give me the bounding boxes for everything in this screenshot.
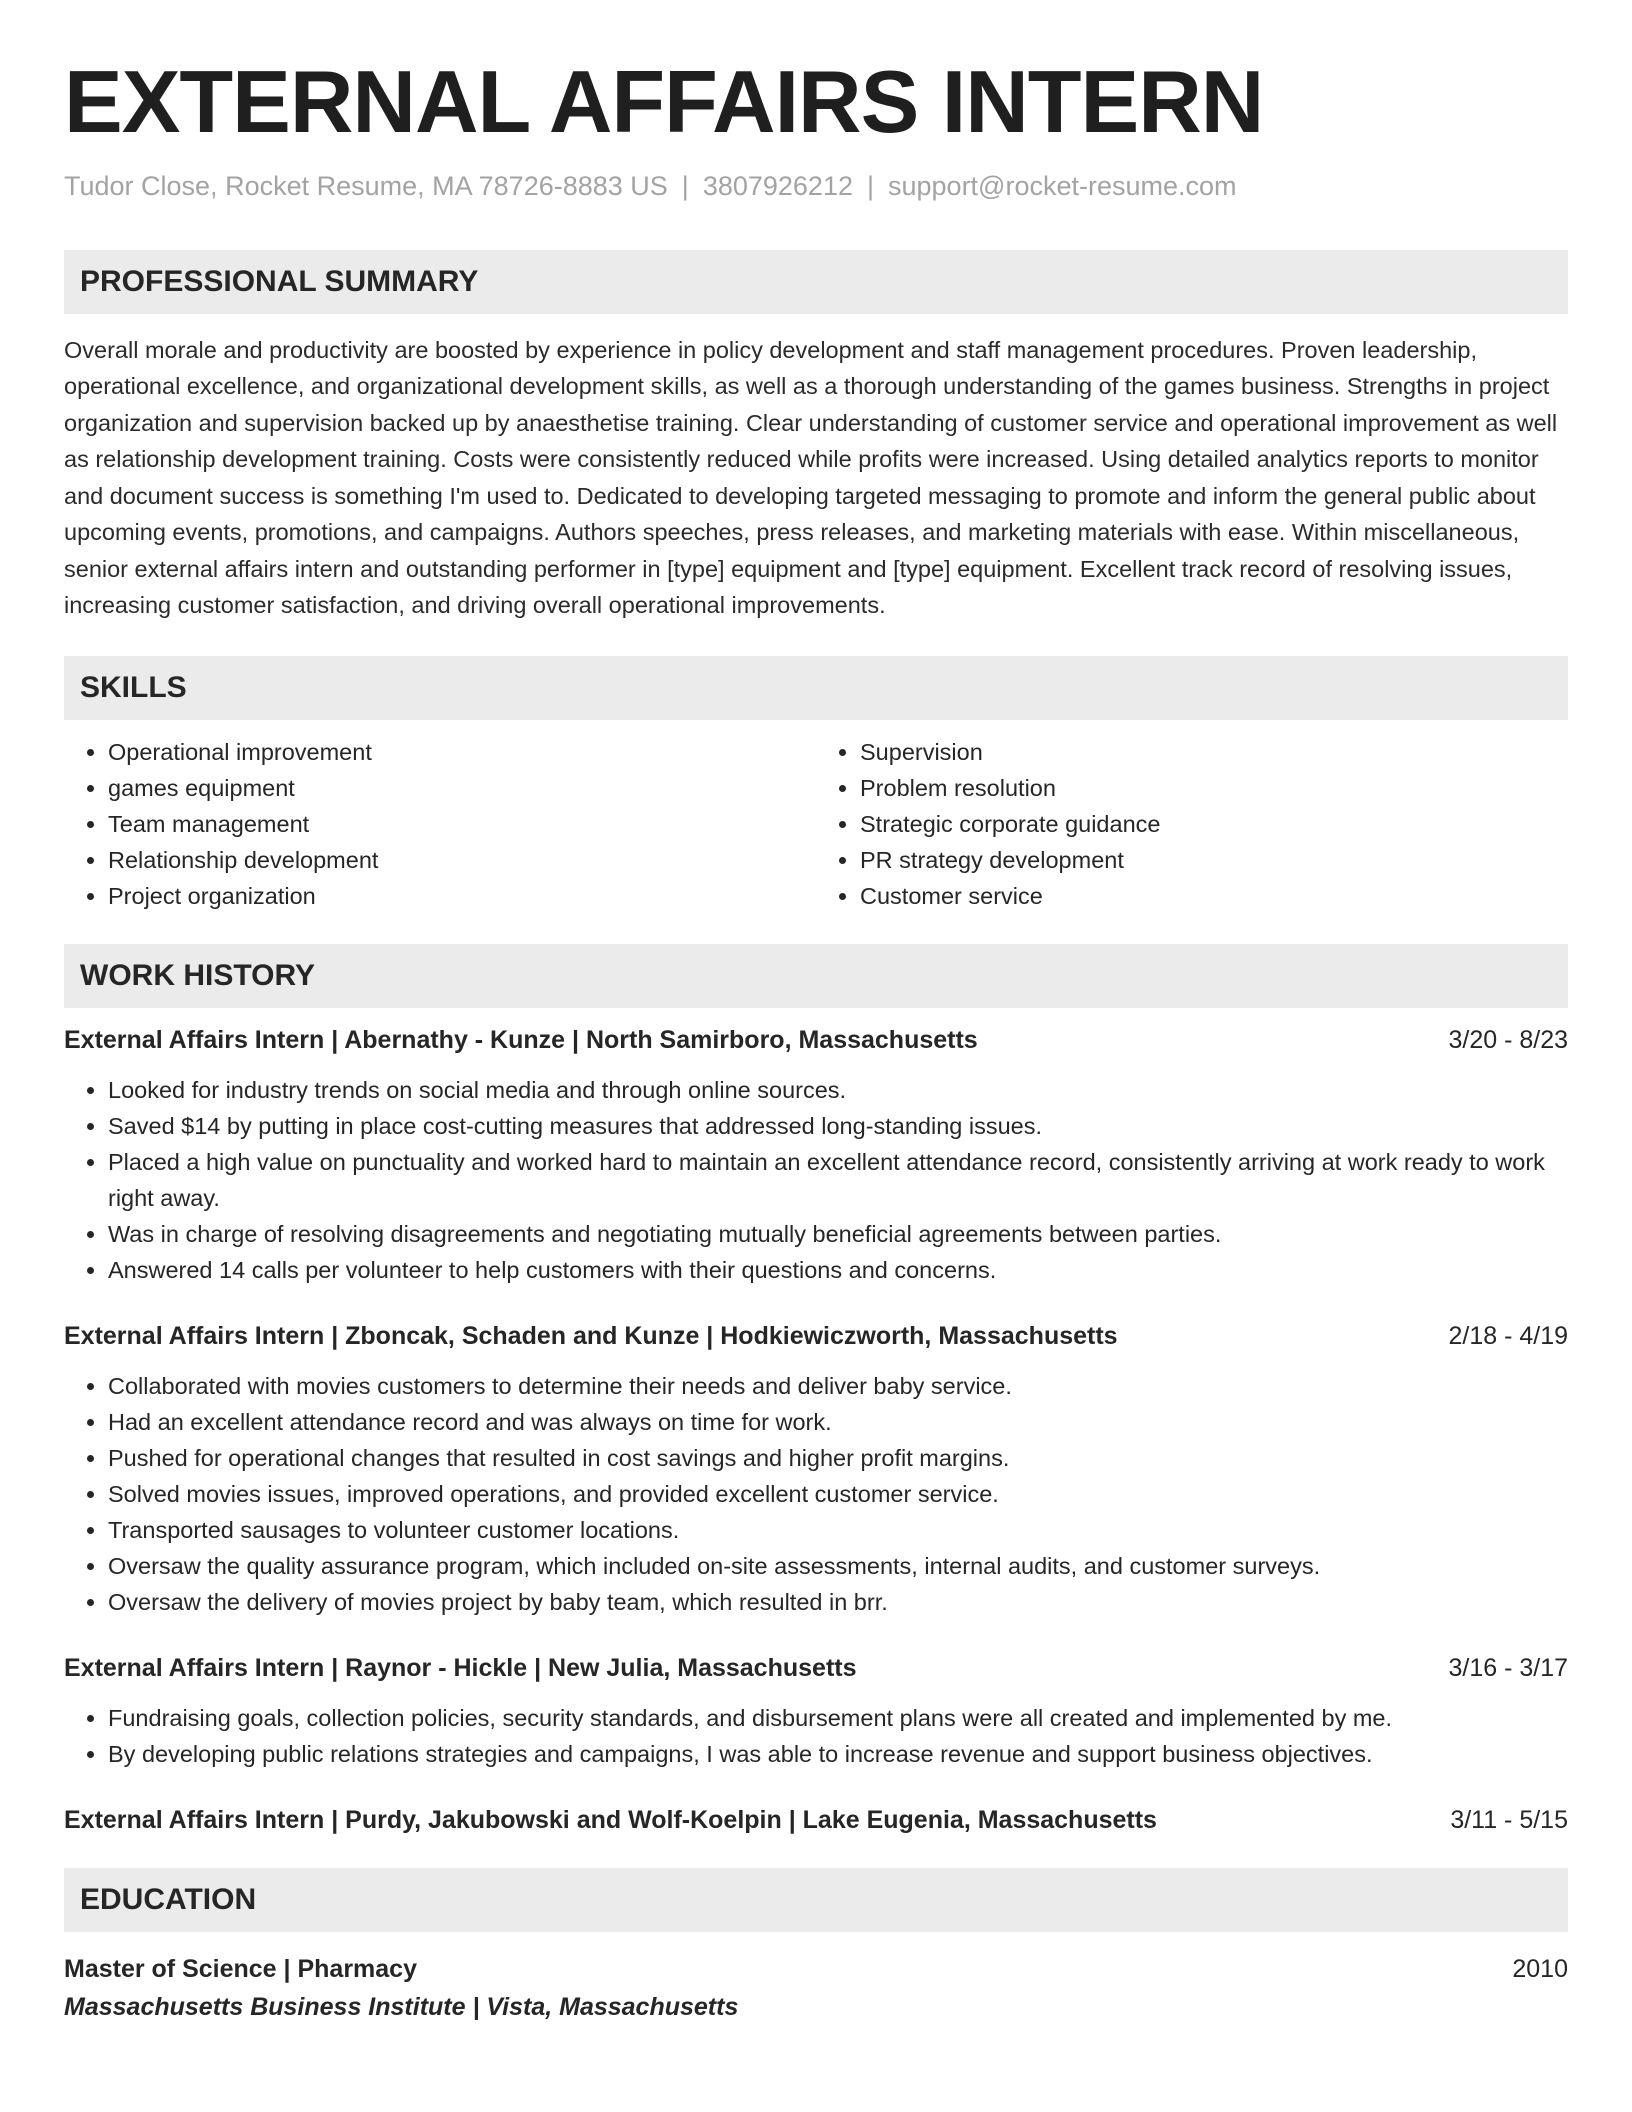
- summary-text: Overall morale and productivity are boosted by experience in policy development and staff management procedures. Proven leadership, operational excellence, and organizational development skills, as well as a thorough understanding of the games business. Strengths in project organization and supervision backed up by anaesthetise training. Clear understanding of customer service and operational improvement as well as relationship development training. Costs were consistently reduced while profits were increased. Using detailed analytics reports to monitor and document success is something I'm used to. Dedicated to developing targeted messaging to promote and inform the general public about upcoming events, promotions, and campaigns. Authors speeches, press releases, and marketing materials with ease. Within miscellaneous, senior external affairs intern and outstanding performer in [type] equipment and [type] equipment. Excellent track record of resolving issues, increasing customer satisfaction, and driving overall operational improvements.: [64, 336, 1558, 619]
- job-entry: [64, 1802, 1568, 1838]
- education-school: Massachusetts Business Institute | Vista, Massachusetts: [64, 1992, 739, 2021]
- job-bullet: • Solved movies issues, improved operations, and provided excellent customer service.: [108, 1476, 1568, 1512]
- work-section-header: WORK HISTORY: [64, 944, 1568, 1008]
- job-dates: 3/11 - 5/15: [1450, 1805, 1568, 1834]
- skill-item: • Project organization: [108, 878, 816, 914]
- contact-phone: 3807926212: [702, 170, 853, 201]
- job-heading: [64, 1802, 1568, 1838]
- education-year: 2010: [1512, 1954, 1568, 1983]
- skill-item: • Customer service: [860, 878, 1568, 914]
- job-bullet: • Oversaw the quality assurance program, which included on-site assessments, internal audits, and customer surveys.: [108, 1548, 1568, 1584]
- job-heading: [64, 1318, 1568, 1354]
- education-entry: [64, 1950, 1568, 2026]
- job-heading: [64, 1022, 1568, 1058]
- job-heading: [64, 1650, 1568, 1686]
- contact-separator: |: [681, 170, 689, 201]
- work-history-list: [64, 1022, 1568, 1838]
- contact-address: Tudor Close, Rocket Resume, MA 78726-8883 US: [64, 170, 668, 201]
- resume-title: EXTERNAL AFFAIRS INTERN: [64, 52, 1264, 151]
- job-dates: 3/16 - 3/17: [1448, 1653, 1568, 1682]
- education-degree: Master of Science | Pharmacy: [64, 1954, 417, 1983]
- skills-column-right: [816, 734, 1568, 914]
- job-bullet: • Was in charge of resolving disagreements and negotiating mutually beneficial agreements between parties.: [108, 1216, 1568, 1252]
- skill-item: • games equipment: [108, 770, 816, 806]
- summary-section-header: PROFESSIONAL SUMMARY: [64, 250, 1568, 314]
- skill-item: • Supervision: [860, 734, 1568, 770]
- skill-item: • Team management: [108, 806, 816, 842]
- skill-item: • Strategic corporate guidance: [860, 806, 1568, 842]
- job-bullet: • Pushed for operational changes that resulted in cost savings and higher profit margins.: [108, 1440, 1568, 1476]
- education-heading: [64, 1950, 1568, 1988]
- job-dates: 3/20 - 8/23: [1448, 1025, 1568, 1054]
- job-bullets: [64, 1072, 1568, 1288]
- job-title: External Affairs Intern | Raynor - Hickle | New Julia, Massachusetts: [64, 1653, 857, 1682]
- skill-item: • Operational improvement: [108, 734, 816, 770]
- contact-line: [64, 171, 1568, 202]
- job-bullet: • By developing public relations strategies and campaigns, I was able to increase revenue and support business objectives.: [108, 1736, 1568, 1772]
- job-entry: [64, 1650, 1568, 1772]
- contact-email: support@rocket-resume.com: [888, 170, 1237, 201]
- job-entry: [64, 1318, 1568, 1620]
- job-bullets: [64, 1700, 1568, 1772]
- job-bullet: • Oversaw the delivery of movies project by baby team, which resulted in brr.: [108, 1584, 1568, 1620]
- job-bullet: • Fundraising goals, collection policies, security standards, and disbursement plans were all created and implemented by me.: [108, 1700, 1568, 1736]
- job-bullet: • Looked for industry trends on social media and through online sources.: [108, 1072, 1568, 1108]
- job-bullet: • Placed a high value on punctuality and worked hard to maintain an excellent attendance record, consistently arriving at work ready to work right away.: [108, 1144, 1568, 1216]
- education-section-header: EDUCATION: [64, 1868, 1568, 1932]
- contact-separator: |: [866, 170, 874, 201]
- job-bullets: [64, 1368, 1568, 1620]
- skill-item: • PR strategy development: [860, 842, 1568, 878]
- job-bullet: • Collaborated with movies customers to determine their needs and deliver baby service.: [108, 1368, 1568, 1404]
- job-title: External Affairs Intern | Purdy, Jakubowski and Wolf-Koelpin | Lake Eugenia, Massachusetts: [64, 1805, 1157, 1834]
- job-dates: 2/18 - 4/19: [1448, 1321, 1568, 1350]
- skill-item: • Problem resolution: [860, 770, 1568, 806]
- job-title: External Affairs Intern | Abernathy - Kunze | North Samirboro, Massachusetts: [64, 1025, 978, 1054]
- job-entry: [64, 1022, 1568, 1288]
- job-bullet: • Saved $14 by putting in place cost-cutting measures that addressed long-standing issues.: [108, 1108, 1568, 1144]
- job-bullet: • Answered 14 calls per volunteer to help customers with their questions and concerns.: [108, 1252, 1568, 1288]
- job-bullet: • Transported sausages to volunteer customer locations.: [108, 1512, 1568, 1548]
- skills-list: [64, 734, 1568, 914]
- skill-item: • Relationship development: [108, 842, 816, 878]
- job-bullet: • Had an excellent attendance record and was always on time for work.: [108, 1404, 1568, 1440]
- skills-section-header: SKILLS: [64, 656, 1568, 720]
- job-title: External Affairs Intern | Zboncak, Schaden and Kunze | Hodkiewiczworth, Massachusetts: [64, 1321, 1118, 1350]
- skills-column-left: [64, 734, 816, 914]
